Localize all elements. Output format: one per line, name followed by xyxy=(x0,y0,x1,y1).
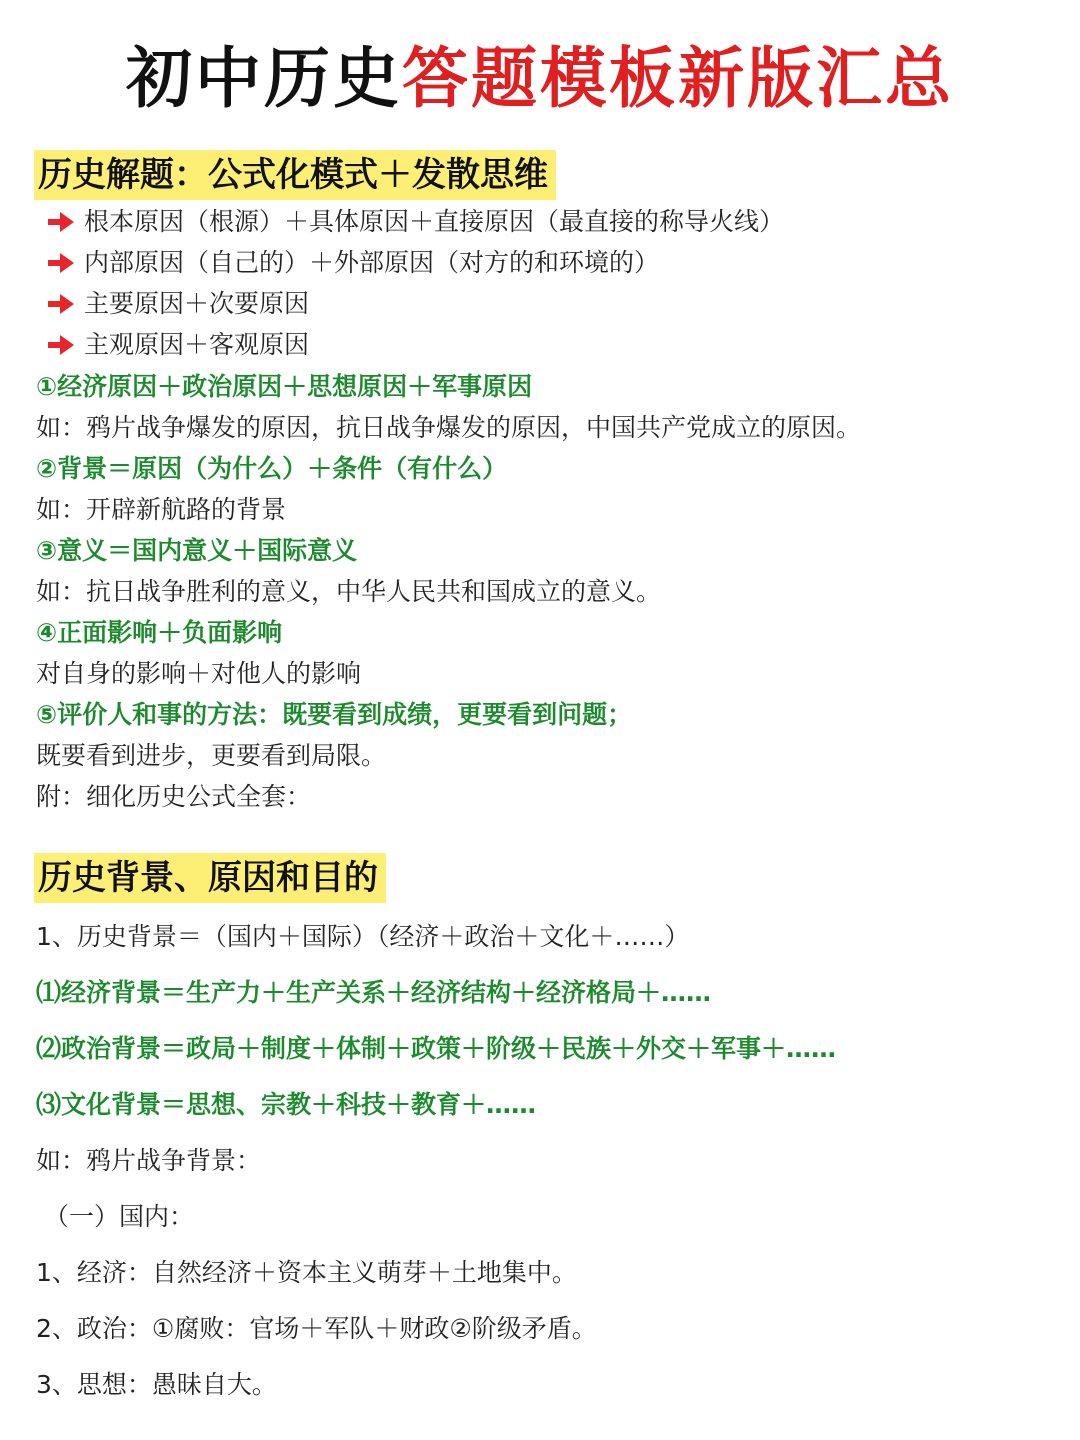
section1-heading: 历史解题：公式化模式＋发散思维 xyxy=(34,150,556,200)
formula-line: ④正面影响＋负面影响 xyxy=(36,618,283,647)
example-line: 如：抗日战争胜利的意义，中华人民共和国成立的意义。 xyxy=(36,577,662,606)
bullet-text: 主要原因＋次要原因 xyxy=(84,289,310,318)
formula-line: ⑴经济背景＝生产力＋生产关系＋经济结构＋经济格局＋…… xyxy=(36,978,712,1007)
example-line: 对自身的影响＋对他人的影响 xyxy=(36,659,362,688)
point-line: 3、思想：愚昧自大。 xyxy=(36,1370,277,1399)
red-arrow-icon xyxy=(46,334,76,356)
title-red-part: 答题模板新版汇总 xyxy=(402,39,954,117)
title-black-part: 初中历史 xyxy=(126,39,402,117)
point-line: 1、经济：自然经济＋资本主义萌芽＋土地集中。 xyxy=(36,1258,577,1287)
example-line: 如：鸦片战争爆发的原因，抗日战争爆发的原因，中国共产党成立的原因。 xyxy=(36,413,862,442)
formula-line: ⑤评价人和事的方法：既要看到成绩，更要看到问题； xyxy=(36,700,633,729)
section2-heading: 历史背景、原因和目的 xyxy=(34,853,386,903)
point-line: 2、政治：①腐败：官场＋军队＋财政②阶级矛盾。 xyxy=(36,1314,597,1343)
formula-line: ②背景＝原因（为什么）＋条件（有什么） xyxy=(36,454,508,483)
bullet-text: 根本原因（根源）＋具体原因＋直接原因（最直接的称导火线） xyxy=(84,207,785,236)
example-title: 如：鸦片战争背景： xyxy=(36,1146,262,1175)
bullet-text: 主观原因＋客观原因 xyxy=(84,330,310,359)
bullet-item xyxy=(46,205,784,239)
domestic-heading: （一）国内： xyxy=(44,1202,195,1231)
page-title xyxy=(0,38,1080,118)
red-arrow-icon xyxy=(46,211,76,233)
formula-line: ③意义＝国内意义＋国际意义 xyxy=(36,536,358,565)
example-line: 既要看到进步，更要看到局限。 xyxy=(36,741,387,770)
formula-line: ⑵政治背景＝政局＋制度＋体制＋政策＋阶级＋民族＋外交＋军事＋…… xyxy=(36,1034,837,1063)
formula-line: ⑶文化背景＝思想、宗教＋科技＋教育＋…… xyxy=(36,1090,537,1119)
formula-line: ①经济原因＋政治原因＋思想原因＋军事原因 xyxy=(36,372,533,401)
bullet-text: 内部原因（自己的）＋外部原因（对方的和环境的） xyxy=(84,248,660,277)
bullet-item xyxy=(46,287,309,321)
appendix-line: 附：细化历史公式全套： xyxy=(36,782,312,811)
bullet-item xyxy=(46,328,309,362)
red-arrow-icon xyxy=(46,252,76,274)
red-arrow-icon xyxy=(46,293,76,315)
example-line: 如：开辟新航路的背景 xyxy=(36,495,287,524)
bullet-item xyxy=(46,246,659,280)
background-formula-line: 1、历史背景＝（国内＋国际）（经济＋政治＋文化＋……） xyxy=(36,922,690,951)
